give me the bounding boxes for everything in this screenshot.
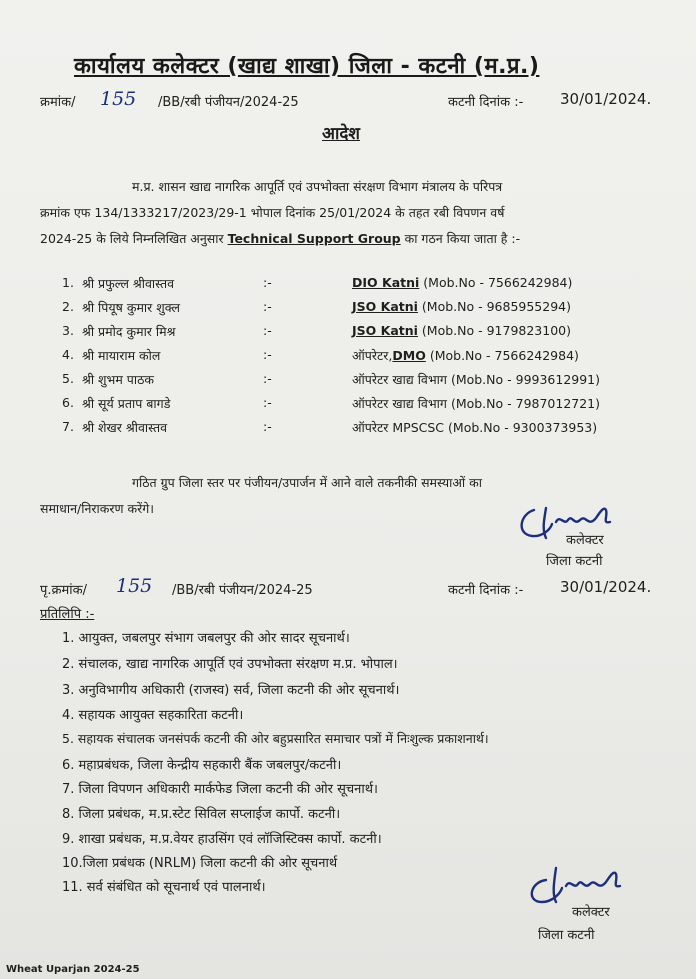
copy-ref-prefix: पृ.क्रमांक/: [40, 583, 88, 598]
copy-list-item: 1. आयुक्त, जबलपुर संभाग जबलपुर की ओर सादर सूचनार्थ।: [62, 631, 350, 646]
signature-2-designation: कलेक्टर: [572, 905, 610, 920]
member-role-prefix: ऑपरेटर,: [352, 348, 393, 363]
copy-list-item: 2. संचालक, खाद्य नागरिक आपूर्ति एवं उपभोक्ता संरक्षण म.प्र. भोपाल।: [62, 657, 398, 672]
intro-line-3-pre: 2024-25 के लिये निम्नलिखित अनुसार: [40, 231, 228, 246]
copy-date-value: 30/01/2024.: [560, 578, 652, 596]
member-mobile: (Mob.No - 7566242984): [429, 348, 579, 363]
member-row: [0, 371, 696, 395]
copy-list-item: 10.जिला प्रबंधक (NRLM) जिला कटनी की ओर सूचनार्थ: [62, 856, 338, 871]
member-role: JSO Katni: [352, 299, 418, 314]
member-role: ऑपरेटर MPSCSC: [352, 420, 445, 435]
member-number: 1.: [62, 275, 74, 290]
copy-heading: प्रतिलिपि :-: [40, 607, 95, 622]
intro-line-1: म.प्र. शासन खाद्य नागरिक आपूर्ति एवं उपभोक्ता संरक्षण विभाग मंत्रालय के परिपत्र: [132, 179, 503, 194]
member-row: [0, 299, 696, 323]
member-number: 3.: [62, 323, 74, 338]
date-label: कटनी दिनांक :-: [448, 95, 524, 110]
member-separator: :-: [263, 299, 272, 314]
member-role: JSO Katni: [352, 323, 418, 338]
member-role: ऑपरेटर खाद्य विभाग: [352, 396, 447, 411]
member-number: 6.: [62, 395, 74, 410]
member-mobile: (Mob.No - 9179823100): [421, 323, 571, 338]
member-row: [0, 347, 696, 371]
closing-line-1: गठित ग्रुप जिला स्तर पर पंजीयन/उपार्जन में आने वाले तकनीकी समस्याओं का: [132, 475, 482, 490]
member-mobile: (Mob.No - 9993612991): [450, 372, 601, 387]
ref-number: 155: [100, 88, 137, 110]
member-name: श्री शुभम पाठक: [82, 372, 154, 387]
copy-list-item: 9. शाखा प्रबंधक, म.प्र.वेयर हाउसिंग एवं लॉजिस्टिक्स कार्पो. कटनी।: [62, 832, 382, 847]
copy-list-item: 7. जिला विपणन अधिकारी मार्कफेड जिला कटनी की ओर सूचनार्थ।: [62, 782, 378, 797]
member-number: 4.: [62, 347, 74, 362]
copy-list-item: 6. महाप्रबंधक, जिला केन्द्रीय सहकारी बैंक जबलपुर/कटनी।: [62, 758, 342, 773]
date-value: 30/01/2024.: [560, 90, 652, 108]
member-row: [0, 275, 696, 299]
member-role: DIO Katni: [352, 275, 420, 290]
footer-note: Wheat Uparjan 2024-25: [6, 964, 140, 975]
member-name: श्री मायाराम कोल: [82, 348, 161, 363]
member-number: 2.: [62, 299, 74, 314]
member-mobile: (Mob.No - 9685955294): [421, 299, 571, 314]
intro-line-2: क्रमांक एफ 134/1333217/2023/29-1 भोपाल दिनांक 25/01/2024 के तहत रबी विपणन वर्ष: [40, 205, 505, 220]
member-name: श्री प्रमोद कुमार मिश्र: [82, 324, 176, 339]
copy-list-item: 4. सहायक आयुक्त सहकारिता कटनी।: [62, 708, 244, 723]
copy-list-item: 5. सहायक संचालक जनसंपर्क कटनी की ओर बहुप्रसारित समाचार पत्रों में निःशुल्क प्रकाशनार्थ।: [62, 731, 489, 746]
member-mobile: (Mob.No - 7566242984): [423, 275, 573, 290]
closing-line-2: समाधान/निराकरण करेंगे।: [40, 501, 154, 516]
member-row: [0, 419, 696, 443]
member-role: ऑपरेटर खाद्य विभाग: [352, 372, 447, 387]
technical-support-group: Technical Support Group: [227, 231, 401, 246]
copy-list-item: 11. सर्व संबंधित को सूचनार्थ एवं पालनार्थ।: [62, 880, 266, 895]
signature-1-designation: कलेक्टर: [566, 533, 604, 548]
copy-ref-suffix: /BB/रबी पंजीयन/2024-25: [172, 583, 313, 598]
member-number: 7.: [62, 419, 74, 434]
signature-2-handwriting: [520, 862, 640, 906]
member-role: DMO: [392, 348, 426, 363]
copy-list-item: 3. अनुविभागीय अधिकारी (राजस्व) सर्व, जिला कटनी की ओर सूचनार्थ।: [62, 683, 400, 698]
member-mobile: (Mob.No - 7987012721): [450, 396, 601, 411]
member-name: श्री पियूष कुमार शुक्ल: [82, 300, 181, 315]
order-heading: आदेश: [322, 124, 360, 144]
member-number: 5.: [62, 371, 74, 386]
member-row: [0, 395, 696, 419]
member-separator: :-: [263, 395, 272, 410]
member-separator: :-: [263, 347, 272, 362]
member-separator: :-: [263, 323, 272, 338]
ref-prefix: क्रमांक/: [40, 95, 76, 110]
ref-suffix: /BB/रबी पंजीयन/2024-25: [158, 95, 299, 110]
copy-date-label: कटनी दिनांक :-: [448, 583, 524, 598]
member-separator: :-: [263, 371, 272, 386]
copy-ref-number: 155: [116, 575, 153, 597]
member-mobile: (Mob.No - 9300373953): [448, 420, 598, 435]
member-separator: :-: [263, 419, 272, 434]
signature-1-district: जिला कटनी: [546, 554, 603, 569]
member-name: श्री शेखर श्रीवास्तव: [82, 420, 168, 435]
member-name: श्री प्रफुल्ल श्रीवास्तव: [82, 276, 175, 291]
intro-line-3-post: का गठन किया जाता है :-: [400, 231, 521, 246]
copy-list-item: 8. जिला प्रबंधक, म.प्र.स्टेट सिविल सप्लाईज कार्पो. कटनी।: [62, 807, 341, 822]
member-name: श्री सूर्य प्रताप बागडे: [82, 396, 171, 411]
signature-2-district: जिला कटनी: [538, 928, 595, 943]
intro-line-3: [40, 226, 520, 252]
office-title: कार्यालय कलेक्टर (खाद्य शाखा) जिला - कटनी (म.प्र.): [74, 54, 540, 79]
member-separator: :-: [263, 275, 272, 290]
member-row: [0, 323, 696, 347]
